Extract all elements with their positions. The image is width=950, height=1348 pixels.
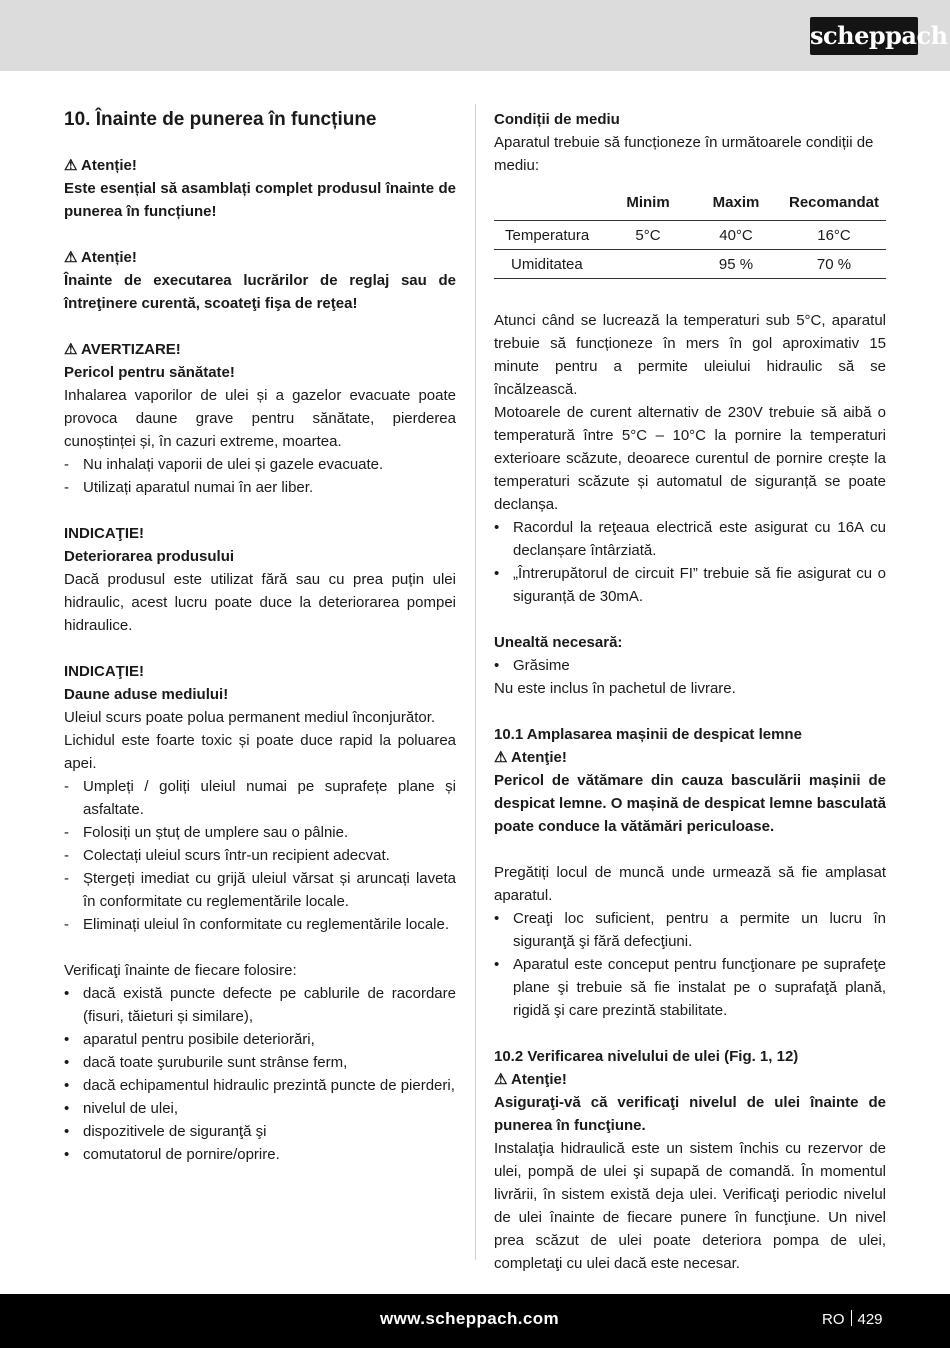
table-header (494, 189, 606, 221)
column-divider (475, 104, 476, 1260)
table-cell: Temperatura (494, 221, 606, 250)
table-cell: 5°C (606, 221, 690, 250)
list-item: • aparatul pentru posibile deteriorări, (64, 1031, 315, 1048)
list-item: - Colectați uleiul scurs într-un recipient adecvat. (64, 847, 390, 864)
page-info (822, 1310, 883, 1328)
list-item: • Aparatul este conceput pentru funcţionare pe suprafeţe plane şi trebuie să fie instalat pe o suprafaţă plană, rigidă şi care prezintă stabilitate. (494, 956, 886, 1019)
table-header: Recomandat (782, 189, 886, 221)
warning-text: Asiguraţi-vă că verificaţi nivelul de ulei înainte de punerea în funcţiune. (494, 1094, 886, 1134)
right-column (494, 108, 886, 1275)
section-title: 10. Înainte de punerea în funcțiune (64, 109, 377, 130)
table-cell: 70 % (782, 250, 886, 279)
paragraph: Nu este inclus în pachetul de livrare. (494, 680, 736, 697)
list-item: • „Întrerupătorul de circuit FI” trebuie să fie asigurat cu o siguranță de 30mA. (494, 565, 886, 605)
list-item: • dacă echipamentul hidraulic prezintă puncte de pierderi, (64, 1077, 455, 1094)
warning-text: Este esențial să asamblați complet produsul înainte de punerea în funcțiune! (64, 180, 456, 220)
brand-logo: scheppach (810, 17, 918, 55)
paragraph: Atunci când se lucrează la temperaturi sub 5°C, aparatul trebuie să funcționeze în mers în gol aproximativ 15 minute pentru a permite uleiului hidraulic să se încălzească. (494, 312, 886, 398)
paragraph: Aparatul trebuie să funcționeze în următoarele condiții de mediu: (494, 134, 874, 174)
warning-text: Înainte de executarea lucrărilor de reglaj sau de întreţinere curentă, scoateţi fişa de reţea! (64, 272, 456, 312)
warning-title: ⚠ Atenție! (64, 157, 137, 174)
list-item: • Creaţi loc suficient, pentru a permite un lucru în siguranţă şi fără defecţiuni. (494, 910, 886, 950)
warning-title: ⚠ Atenție! (64, 249, 137, 266)
warning-title: ⚠ Atenţie! (494, 749, 567, 766)
list-item: • Grăsime (494, 657, 570, 674)
subsection-title: Condiții de mediu (494, 111, 620, 128)
footer-bar (0, 1294, 950, 1348)
footer-url: www.scheppach.com (380, 1309, 560, 1328)
environment-table (494, 189, 886, 279)
list-item: • comutatorul de pornire/oprire. (64, 1146, 280, 1163)
table-row (494, 221, 886, 250)
notice-subtitle: Deteriorarea produsului (64, 548, 235, 565)
list-item: • Racordul la reţeaua electrică este asigurat cu 16A cu declanșare întârziată. (494, 519, 886, 559)
table-header-row (494, 189, 886, 221)
list-item: - Ștergeți imediat cu grijă uleiul vărsat și aruncați laveta în conformitate cu reglementările locale. (64, 870, 456, 910)
table-cell: 40°C (690, 221, 782, 250)
list-item: - Umpleți / goliți uleiul numai pe suprafețe plane și asfaltate. (64, 778, 456, 818)
list-item: - Nu inhalați vaporii de ulei și gazele evacuate. (64, 456, 384, 473)
paragraph: Motoarele de curent alternativ de 230V trebuie să aibă o temperatură între 5°C – 10°C la pornire la temperaturi exterioare scăzute, deoarece curentul de pornire crește la temperaturi scăzute și automatul de siguranță se poate declanșa. (494, 404, 886, 513)
paragraph: Pregătiți locul de muncă unde urmează să fie amplasat aparatul. (494, 864, 886, 904)
list-item: - Eliminați uleiul în conformitate cu reglementările locale. (64, 916, 450, 933)
subsection-title: Unealtă necesară: (494, 634, 623, 651)
notice-subtitle: Daune aduse mediului! (64, 686, 229, 703)
warning-title: ⚠ AVERTIZARE! (64, 341, 181, 358)
notice-text: Uleiul scurs poate polua permanent mediul înconjurător. (64, 709, 436, 726)
header-bar (0, 0, 950, 71)
notice-text: Lichidul este foarte toxic și poate duce rapid la poluarea apei. (64, 732, 456, 772)
table-cell: Umiditatea (494, 250, 606, 279)
warning-subtitle: Pericol pentru sănătate! (64, 364, 235, 381)
notice-title: INDICAŢIE! (64, 525, 144, 542)
list-item: • dacă există puncte defecte pe cablurile de racordare (fisuri, tăieturi și similare), (64, 985, 456, 1025)
notice-title: INDICAŢIE! (64, 663, 144, 680)
table-cell (606, 250, 690, 279)
subsection-title: 10.2 Verificarea nivelului de ulei (Fig. 1, 12) (494, 1048, 799, 1065)
table-header: Maxim (690, 189, 782, 221)
warning-text: Pericol de vătămare din cauza basculării mașinii de despicat lemne. O mașină de despicat lemne basculată poate conduce la vătămări periculoase. (494, 772, 886, 835)
left-column (64, 108, 456, 1166)
warning-title: ⚠ Atenţie! (494, 1071, 567, 1088)
language-code: RO (822, 1311, 845, 1328)
list-item: - Utilizați aparatul numai în aer liber. (64, 479, 314, 496)
table-cell: 95 % (690, 250, 782, 279)
subsection-title: 10.1 Amplasarea mașinii de despicat lemne (494, 726, 802, 743)
page-number: 429 (857, 1311, 883, 1328)
table-row (494, 250, 886, 279)
checklist-intro: Verificaţi înainte de fiecare folosire: (64, 962, 297, 979)
table-header: Minim (606, 189, 690, 221)
notice-text: Dacă produsul este utilizat fără sau cu prea puțin ulei hidraulic, acest lucru poate duce la deteriorarea pompei hidraulice. (64, 571, 456, 634)
paragraph: Instalaţia hidraulică este un sistem închis cu rezervor de ulei, pompă de ulei şi supapă de comandă. În momentul livrării, în sistem există deja ulei. Verificaţi periodic nivelul de ulei înainte de fiecare punere în funcţiune. Un nivel prea scăzut de ulei poate deteriora pompa de ulei, completaţi cu ulei dacă este necesar. (494, 1140, 886, 1272)
list-item: - Folosiți un ștuț de umplere sau o pâlnie. (64, 824, 349, 841)
list-item: • nivelul de ulei, (64, 1100, 179, 1117)
table-cell: 16°C (782, 221, 886, 250)
list-item: • dispozitivele de siguranţă şi (64, 1123, 267, 1140)
warning-text: Inhalarea vaporilor de ulei și a gazelor evacuate poate provoca daune grave pentru sănătate, pierderea cunoștinței și, în cazuri extreme, moartea. (64, 387, 456, 450)
list-item: • dacă toate şuruburile sunt strânse ferm, (64, 1054, 348, 1071)
